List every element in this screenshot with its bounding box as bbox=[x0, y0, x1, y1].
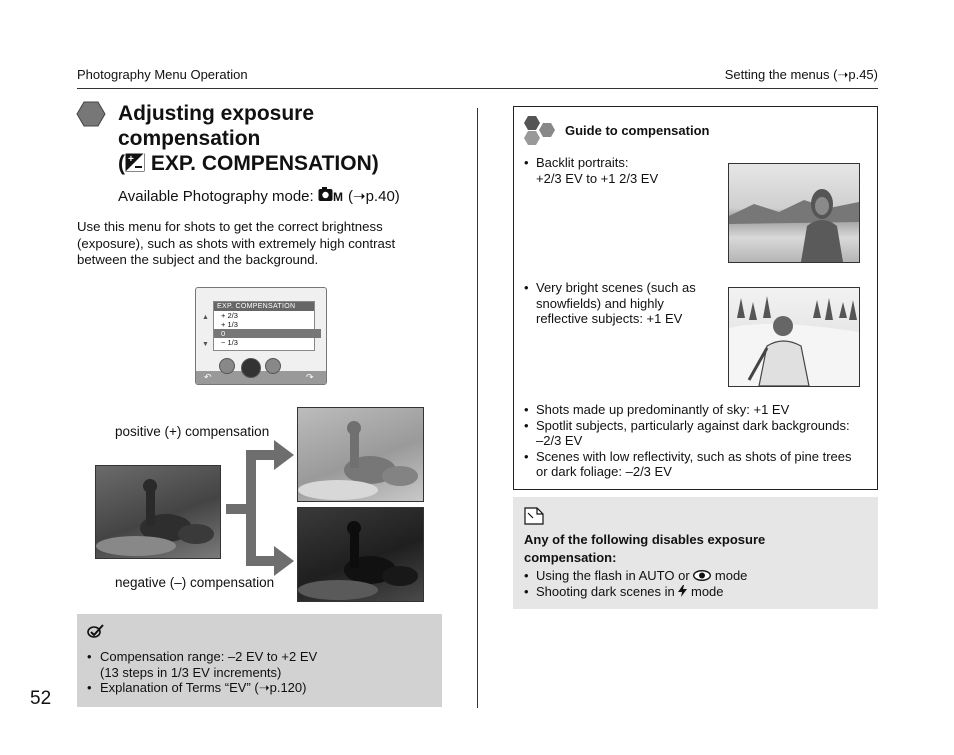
positive-caption: positive (+) compensation bbox=[115, 424, 270, 439]
lcd-right-button-icon bbox=[265, 358, 281, 374]
note-right-list bbox=[524, 568, 874, 599]
list-item: • Using the flash in AUTO or mode bbox=[524, 568, 748, 583]
duck-illustration-icon bbox=[298, 508, 423, 601]
snow-illustration-icon bbox=[729, 288, 859, 386]
page-number: 52 bbox=[30, 688, 52, 709]
red-eye-reduction-icon bbox=[693, 570, 711, 581]
note-right-heading: Any of the following disables exposure compensation: bbox=[524, 532, 766, 565]
checkmark-icon bbox=[87, 623, 105, 639]
svg-text:+: + bbox=[128, 154, 134, 165]
title-line-2: compensation bbox=[118, 127, 261, 150]
negative-caption: negative (–) compensation bbox=[115, 575, 275, 590]
guide-heading: Guide to compensation bbox=[565, 123, 710, 138]
hexagon-icon bbox=[76, 101, 106, 127]
column-divider bbox=[477, 108, 478, 708]
note-left-list bbox=[87, 649, 437, 696]
note-box-right bbox=[513, 497, 878, 609]
lcd-menu-title: EXP. COMPENSATION bbox=[214, 302, 314, 311]
list-item: • Shooting dark scenes in mode bbox=[524, 583, 724, 599]
mode-label: Available Photography mode: bbox=[118, 188, 318, 205]
list-item: • Explanation of Terms “EV” (➝p.120) bbox=[87, 680, 307, 695]
list-item: (13 steps in 1/3 EV increments) bbox=[100, 664, 282, 680]
title-line-1: Adjusting exposure bbox=[118, 102, 315, 125]
list-item: or dark foliage: –2/3 EV bbox=[536, 464, 672, 479]
title-paren: ( bbox=[118, 152, 125, 175]
duck-photo-original bbox=[95, 465, 221, 559]
list-item: –2/3 EV bbox=[536, 433, 583, 448]
lcd-option: + 2/3 bbox=[221, 311, 238, 320]
backlit-portrait-photo bbox=[728, 163, 860, 263]
portrait-illustration-icon bbox=[729, 164, 859, 262]
title-menu-name: EXP. COMPENSATION) bbox=[145, 152, 379, 175]
svg-text:M: M bbox=[332, 190, 343, 203]
note-box-left bbox=[77, 614, 442, 707]
duck-illustration-icon bbox=[298, 408, 423, 501]
list-item: • Scenes with low reflectivity, such as shots of pine trees bbox=[524, 448, 852, 464]
lcd-option: − 1/3 bbox=[221, 338, 238, 347]
available-mode-line bbox=[118, 187, 400, 205]
page-title bbox=[118, 101, 458, 176]
forward-arrow-icon: ↷ bbox=[306, 372, 314, 382]
guide-item-bright: • Very bright scenes (such as snowfields) and highly reflective subjects: +1 EV bbox=[524, 280, 696, 326]
duck-illustration-icon bbox=[96, 466, 220, 558]
guide-box bbox=[513, 106, 878, 490]
list-item: • Compensation range: –2 EV to +2 EV bbox=[87, 649, 318, 664]
lcd-option-selected: 0 bbox=[214, 329, 321, 338]
manual-mode-icon bbox=[318, 187, 344, 203]
guide-item-backlit: • Backlit portraits: +2/3 EV to +1 2/3 EV bbox=[524, 155, 659, 186]
down-arrow-icon: ▼ bbox=[202, 341, 209, 348]
list-item: • Spotlit subjects, particularly against dark backgrounds: bbox=[524, 417, 850, 433]
lcd-option: + 1/3 bbox=[221, 320, 238, 329]
lcd-screen bbox=[195, 287, 327, 385]
branch-arrows-icon bbox=[222, 440, 298, 580]
header-cross-reference: Setting the menus (➝p.45) bbox=[724, 67, 878, 82]
header-rule bbox=[77, 88, 878, 89]
back-arrow-icon: ↶ bbox=[204, 372, 212, 382]
intro-paragraph: Use this menu for shots to get the correct brightness (exposure), such as shots with extremely high contrast between the subject and the background. bbox=[77, 219, 396, 267]
header-section-title: Photography Menu Operation bbox=[77, 67, 248, 82]
lcd-menu bbox=[213, 301, 315, 351]
list-item: • Shots made up predominantly of sky: +1 EV bbox=[524, 402, 790, 417]
title-line-3 bbox=[118, 151, 458, 176]
up-arrow-icon: ▲ bbox=[202, 314, 209, 321]
memo-icon bbox=[524, 507, 544, 525]
lcd-exp-button-icon bbox=[241, 358, 261, 378]
duck-photo-positive bbox=[297, 407, 424, 502]
duck-photo-negative bbox=[297, 507, 424, 602]
snow-scene-photo bbox=[728, 287, 860, 387]
hexagon-cluster-icon bbox=[524, 115, 558, 147]
mode-page-ref: (➝p.40) bbox=[343, 188, 400, 205]
guide-list-more bbox=[524, 402, 874, 480]
lcd-left-button-icon bbox=[219, 358, 235, 374]
exposure-compensation-icon bbox=[125, 153, 145, 172]
